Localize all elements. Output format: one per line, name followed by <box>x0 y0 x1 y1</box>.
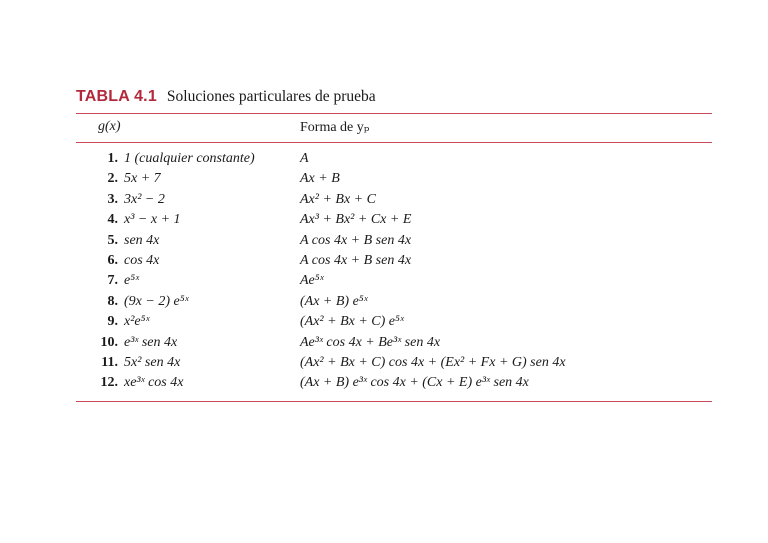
row-number: 8. <box>107 293 118 309</box>
table-body <box>0 149 768 394</box>
row-g-of-x: (9x − 2) e⁵ˣ <box>124 293 189 309</box>
row-particular-form: Ax² + Bx + C <box>300 191 376 207</box>
table-row <box>0 169 768 189</box>
table-title: Soluciones particulares de prueba <box>166 88 376 105</box>
row-particular-form: (Ax² + Bx + C) e⁵ˣ <box>300 314 404 330</box>
row-g-of-x: sen 4x <box>124 232 160 248</box>
header-rule <box>76 142 712 143</box>
table-row <box>0 210 768 230</box>
table-row <box>0 271 768 291</box>
row-g-of-x: e³ˣ sen 4x <box>124 334 178 350</box>
row-number: 7. <box>107 273 118 289</box>
bottom-rule <box>76 401 712 402</box>
row-particular-form: Ax³ + Bx² + Cx + E <box>300 212 412 228</box>
row-particular-form: Ae³ˣ cos 4x + Be³ˣ sen 4x <box>300 334 441 350</box>
row-number: 11. <box>101 354 118 370</box>
row-particular-form: A cos 4x + B sen 4x <box>300 252 412 268</box>
row-particular-form: A <box>300 151 309 166</box>
row-number: 12. <box>100 375 118 391</box>
row-g-of-x: cos 4x <box>124 252 160 268</box>
row-number: 6. <box>107 252 118 268</box>
row-particular-form: Ax + B <box>300 171 340 187</box>
table-row <box>0 231 768 251</box>
row-particular-form: (Ax + B) e³ˣ cos 4x + (Cx + E) e³ˣ sen 4x <box>300 375 529 391</box>
row-g-of-x: 5x + 7 <box>124 171 161 187</box>
row-g-of-x: xe³ˣ cos 4x <box>124 375 184 391</box>
row-number: 3. <box>107 191 118 207</box>
row-g-of-x: e⁵ˣ <box>124 273 140 289</box>
row-g-of-x: x²e⁵ˣ <box>124 314 150 330</box>
table-row <box>0 353 768 373</box>
table-row <box>0 190 768 210</box>
row-g-of-x: 5x² sen 4x <box>124 354 181 370</box>
column-header-form: Forma de yₚ <box>300 120 370 135</box>
table-caption <box>76 88 376 108</box>
row-particular-form: (Ax² + Bx + C) cos 4x + (Ex² + Fx + G) sen 4x <box>300 354 566 370</box>
table-label: TABLA 4.1 <box>76 88 157 105</box>
row-g-of-x: 1 (cualquier constante) <box>124 151 255 166</box>
table-row <box>0 149 768 169</box>
row-g-of-x: 3x² − 2 <box>124 191 165 207</box>
table-row <box>0 373 768 393</box>
table-row <box>0 333 768 353</box>
row-particular-form: Ae⁵ˣ <box>300 273 324 289</box>
row-particular-form: A cos 4x + B sen 4x <box>300 232 412 248</box>
column-header-g: g(x) <box>98 119 121 134</box>
row-number: 4. <box>107 212 118 228</box>
table-row <box>0 251 768 271</box>
row-particular-form: (Ax + B) e⁵ˣ <box>300 293 368 309</box>
row-number: 5. <box>107 232 118 248</box>
row-number: 1. <box>107 151 118 166</box>
table-row <box>0 292 768 312</box>
row-g-of-x: x³ − x + 1 <box>124 212 181 228</box>
top-rule <box>76 113 712 114</box>
row-number: 10. <box>100 334 118 350</box>
row-number: 2. <box>107 171 118 187</box>
table-row <box>0 312 768 332</box>
row-number: 9. <box>107 314 118 330</box>
